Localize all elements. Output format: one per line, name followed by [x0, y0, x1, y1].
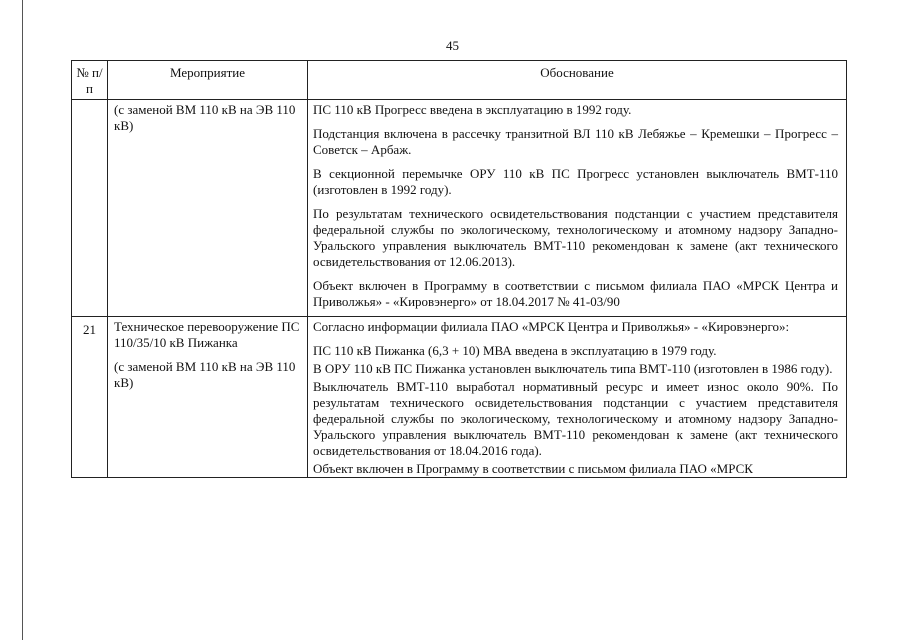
row-num: 21 — [72, 317, 108, 478]
header-justification: Обоснование — [308, 61, 847, 100]
justification-paragraph: В ОРУ 110 кВ ПС Пижанка установлен выключатель типа ВМТ-110 (изготовлен в 1986 году). — [313, 361, 833, 376]
justification-paragraph: Объект включен в Программу в соответствии с письмом филиала ПАО «МРСК Центра и Приволжья» - «Кировэнерго» от 18.04.2017 № 41-03/90 — [313, 278, 838, 309]
header-measure: Мероприятие — [108, 61, 308, 100]
measure-text: (с заменой ВМ 110 кВ на ЭВ 110 кВ) — [114, 102, 296, 133]
justification-paragraph: Согласно информации филиала ПАО «МРСК Центра и Приволжья» - «Кировэнерго»: — [313, 319, 790, 334]
page-number: 45 — [446, 38, 459, 53]
row-num — [72, 100, 108, 317]
header-num: № п/п — [72, 61, 108, 100]
measure-text: Техническое перевооружение ПС 110/35/10 кВ Пижанка — [114, 319, 300, 350]
measures-table — [71, 60, 847, 478]
row-justification — [308, 100, 847, 317]
justification-paragraph: Выключатель ВМТ-110 выработал нормативный ресурс и имеет износ около 90%. По результатам технического освидетельствования подстанции с участием представителя федеральной службы по экологическому, технологическому и атомному надзору Западно-Уральского управления выключатель ВМТ-110 рекомендован к замене (акт технического освидетельствования от 18.04.2016 года). — [313, 379, 838, 458]
justification-paragraph: Объект включен в Программу в соответствии с письмом филиала ПАО «МРСК — [313, 461, 753, 476]
table-row — [72, 317, 847, 478]
scan-left-edge-line — [22, 0, 23, 640]
row-measure — [108, 317, 308, 478]
justification-paragraph: Подстанция включена в рассечку транзитной ВЛ 110 кВ Лебяжье – Кремешки – Прогресс – Советск – Арбаж. — [313, 126, 838, 157]
row-justification — [308, 317, 847, 478]
justification-paragraph: По результатам технического освидетельствования подстанции с участием представителя федеральной службы по экологическому, технологическому и атомному надзору Западно-Уральского управления выключатель ВМТ-110 рекомендован к замене (акт технического освидетельствования от 12.06.2013). — [313, 206, 838, 269]
table-row — [72, 100, 847, 317]
justification-paragraph: ПС 110 кВ Пижанка (6,3 + 10) МВА введена в эксплуатацию в 1979 году. — [313, 343, 717, 358]
measure-text: (с заменой ВМ 110 кВ на ЭВ 110 кВ) — [114, 359, 296, 390]
justification-paragraph: В секционной перемычке ОРУ 110 кВ ПС Прогресс установлен выключатель ВМТ-110 (изготовлен в 1992 году). — [313, 166, 838, 197]
table-header-row — [72, 61, 847, 100]
row-measure — [108, 100, 308, 317]
justification-paragraph: ПС 110 кВ Прогресс введена в эксплуатацию в 1992 году. — [313, 102, 632, 117]
